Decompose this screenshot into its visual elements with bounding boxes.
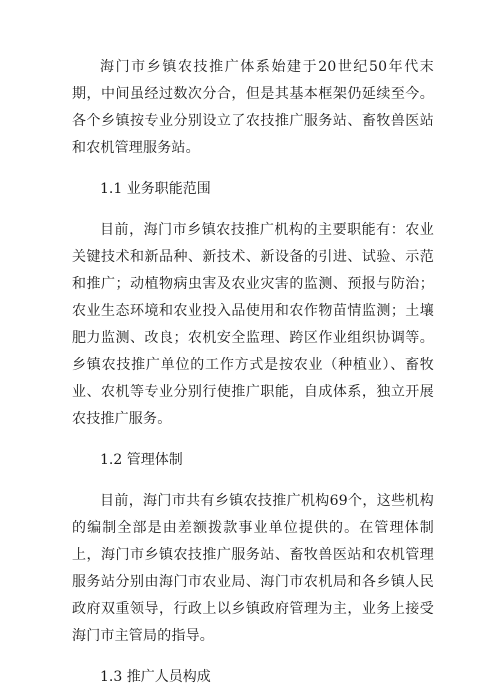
next-section-heading-partial: 1.3 推广人员构成 xyxy=(100,669,211,685)
intro-paragraph: 海门市乡镇农技推广体系始建于20世纪50年代末期，中间虽经过数次分合，但是其基本框架仍延续至今。各个乡镇按专业分别设立了农技推广服务站、畜牧兽医站和农机管理服务站。 xyxy=(72,59,434,156)
paragraph-gap xyxy=(72,474,434,488)
paragraph-gap xyxy=(72,433,434,447)
paragraph-gap xyxy=(72,650,434,664)
paragraph-gap xyxy=(72,162,434,176)
section-heading-1-2: 1.2 管理体制 xyxy=(100,452,183,468)
section-1-2-paragraph: 目前，海门市共有乡镇农技推广机构69个，这些机构的编制全部是由差额拨款事业单位提供的。在管理体制上，海门市乡镇农技推广服务站、畜牧兽医站和农机管理服务站分别由海门市农业局、海门市农机局和各乡镇人民政府双重领导，行政上以乡镇政府管理为主，业务上接受海门市主管局的指导。 xyxy=(72,493,434,644)
paragraph-gap xyxy=(72,203,434,217)
section-1-1-paragraph: 目前，海门市乡镇农技推广机构的主要职能有：农业关键技术和新品种、新技术、新设备的引进、试验、示范和推广；动植物病虫害及农业灾害的监测、预报与防治；农业生态环境和农业投入品使用和农作物苗情监测；土壤肥力监测、改良；农机安全监理、跨区作业组织协调等。乡镇农技推广单位的工作方式是按农业（种植业）、畜牧业、农机等专业分别行使推广职能，自成体系，独立开展农技推广服务。 xyxy=(72,222,434,427)
section-heading-1-1: 1.1 业务职能范围 xyxy=(100,181,211,197)
